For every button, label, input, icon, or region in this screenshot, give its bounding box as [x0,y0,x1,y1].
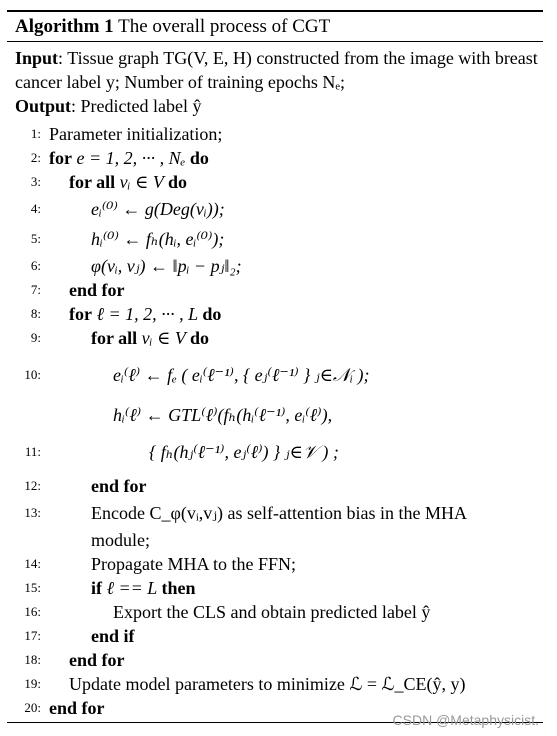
line-1: 1: Parameter initialization; [30,124,223,144]
line-20: 20: end for [24,698,105,718]
line-19: 19: Update model parameters to minimize ℒ = ℒ_CE(ŷ, y) [24,674,466,694]
input-label: Input [15,48,59,68]
algorithm-header [7,12,543,41]
algorithm-box [7,10,543,720]
line-3: 3: for all vᵢ ∈ V do [30,172,188,192]
algorithm-number: Algorithm 1 [15,16,114,37]
algorithm-output [7,94,543,118]
line-5: 5: hᵢ⁽⁰⁾ ← fₕ(hᵢ, eᵢ⁽⁰⁾); [30,229,225,249]
line-17: 17: end if [24,626,135,646]
line-13: 13: Encode C_φ(vᵢ,vⱼ) as self-attention bias in the MHA [24,503,468,523]
line-10: 10: eᵢ⁽ℓ⁾ ← fₑ ( eᵢ⁽ℓ⁻¹⁾, { eⱼ⁽ℓ⁻¹⁾ } ⱼ∈𝒩ᵢ ); [24,365,370,385]
line-8: 8: for ℓ = 1, 2, ··· , L do [30,304,222,324]
algorithm-title: The overall process of CGT [118,16,331,37]
line-9: 9: for all vᵢ ∈ V do [30,328,210,348]
line-11: 11: { fₕ(hⱼ⁽ℓ⁻¹⁾, eⱼ⁽ℓ⁾) } ⱼ∈𝒱 ) ; [24,442,339,462]
line-4: 4: eᵢ⁽⁰⁾ ← g(Deg(vᵢ)); [30,199,225,219]
input-text: : Tissue graph TG(V, E, H) constructed from the image with breast cancer label y; Number of training epochs Nₑ; [15,48,538,92]
output-text: : Predicted label ŷ [71,96,202,116]
output-label: Output [15,96,72,116]
line-12: 12: end for [24,476,147,496]
line-16: 16: Export the CLS and obtain predicted label ŷ [24,602,431,622]
algorithm-input [7,42,543,94]
line-6: 6: φ(vᵢ, vⱼ) ← ‖pᵢ − pⱼ‖₂; [30,256,242,276]
line-15: 15: if ℓ == L then [24,578,196,598]
line-7: 7: end for [30,280,125,300]
csdn-watermark: CSDN @Metaphysicist. [392,712,539,728]
line-2: 2: for e = 1, 2, ··· , Nₑ do [30,148,209,168]
line-18: 18: end for [24,650,125,670]
algorithm-lines [7,118,543,720]
line-11a: hᵢ⁽ℓ⁾ ← GTL⁽ℓ⁾(fₕ(hᵢ⁽ℓ⁻¹⁾, eᵢ⁽ℓ⁾), [113,405,333,425]
line-14: 14: Propagate MHA to the FFN; [24,554,296,574]
line-13-cont: module; [91,530,150,550]
